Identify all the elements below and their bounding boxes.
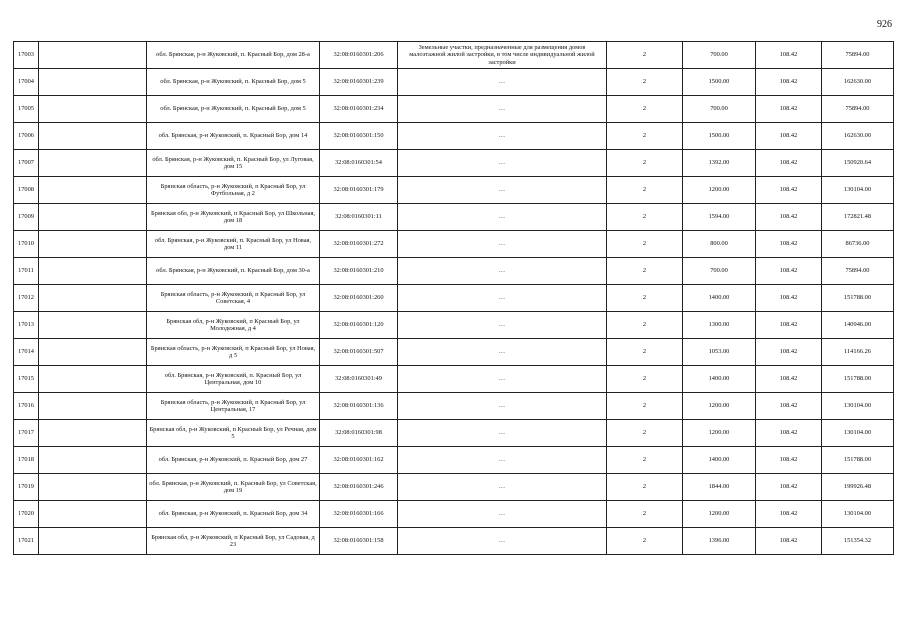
category-code-cell: 2: [607, 366, 683, 393]
area-cell: 1500.00: [683, 69, 756, 96]
row-number-cell: 17015: [14, 366, 39, 393]
land-use-cell: …: [398, 150, 607, 177]
blank-cell: [39, 150, 147, 177]
cadastral-value-cell: 172821.48: [822, 204, 894, 231]
blank-cell: [39, 231, 147, 258]
address-cell: обл. Брянская, р-н Жуковский, п. Красный Бор, дом 30-а: [147, 258, 320, 285]
land-use-cell: …: [398, 204, 607, 231]
area-cell: 700.00: [683, 42, 756, 69]
row-number-cell: 17012: [14, 285, 39, 312]
cadastral-value-cell: 150920.64: [822, 150, 894, 177]
blank-cell: [39, 501, 147, 528]
land-use-cell: …: [398, 366, 607, 393]
cadastral-value-cell: 151788.00: [822, 366, 894, 393]
address-cell: Брянская область, р-н Жуковский, п Красный Бор, ул Новая, д 5: [147, 339, 320, 366]
area-cell: 1400.00: [683, 447, 756, 474]
address-cell: обл. Брянская, р-н Жуковский, п. Красный Бор, ул Луговая, дом 15: [147, 150, 320, 177]
row-number-cell: 17007: [14, 150, 39, 177]
cadastral-number-cell: 32:08:0160301:120: [320, 312, 398, 339]
area-cell: 1396.00: [683, 528, 756, 555]
land-use-cell: Земельные участки, предназначенные для размещения домов малоэтажной жилой застройки, в том числе индивидуальной жилой застройки: [398, 42, 607, 69]
address-cell: обл. Брянская, р-н Жуковский, п. Красный Бор, дом 5: [147, 96, 320, 123]
blank-cell: [39, 96, 147, 123]
land-use-cell: …: [398, 312, 607, 339]
category-code-cell: 2: [607, 474, 683, 501]
area-cell: 1200.00: [683, 501, 756, 528]
category-code-cell: 2: [607, 312, 683, 339]
cadastral-value-cell: 86736.00: [822, 231, 894, 258]
table-body: [14, 42, 894, 555]
area-cell: 1844.00: [683, 474, 756, 501]
table-row: [14, 285, 894, 312]
address-cell: обл. Брянская, р-н Жуковский, п. Красный Бор, дом 27: [147, 447, 320, 474]
cadastral-number-cell: 32:08:0160301:246: [320, 474, 398, 501]
rate-cell: 108.42: [756, 501, 822, 528]
area-cell: 800.00: [683, 231, 756, 258]
area-cell: 700.00: [683, 258, 756, 285]
category-code-cell: 2: [607, 96, 683, 123]
row-number-cell: 17018: [14, 447, 39, 474]
area-cell: 1200.00: [683, 420, 756, 447]
table-row: [14, 150, 894, 177]
cadastral-number-cell: 32:08:0160301:54: [320, 150, 398, 177]
cadastral-value-cell: 140946.00: [822, 312, 894, 339]
category-code-cell: 2: [607, 285, 683, 312]
rate-cell: 108.42: [756, 231, 822, 258]
cadastral-value-cell: 199926.48: [822, 474, 894, 501]
table-row: [14, 231, 894, 258]
row-number-cell: 17016: [14, 393, 39, 420]
address-cell: обл. Брянская, р-н Жуковский, п. Красный Бор, ул Новая, дом 11: [147, 231, 320, 258]
cadastral-number-cell: 32:08:0160301:162: [320, 447, 398, 474]
cadastral-number-cell: 32:08:0160301:49: [320, 366, 398, 393]
cadastral-value-cell: 151788.00: [822, 447, 894, 474]
cadastral-number-cell: 32:08:0160301:206: [320, 42, 398, 69]
blank-cell: [39, 339, 147, 366]
row-number-cell: 17017: [14, 420, 39, 447]
cadastral-value-cell: 130104.00: [822, 420, 894, 447]
area-cell: 1053.00: [683, 339, 756, 366]
land-use-cell: …: [398, 231, 607, 258]
page-number: 926: [877, 19, 892, 30]
cadastral-value-cell: 75894.00: [822, 96, 894, 123]
address-cell: обл. Брянская, р-н Жуковский, п. Красный Бор, дом 34: [147, 501, 320, 528]
category-code-cell: 2: [607, 177, 683, 204]
land-use-cell: …: [398, 501, 607, 528]
rate-cell: 108.42: [756, 366, 822, 393]
rate-cell: 108.42: [756, 447, 822, 474]
rate-cell: 108.42: [756, 285, 822, 312]
row-number-cell: 17020: [14, 501, 39, 528]
rate-cell: 108.42: [756, 204, 822, 231]
cadastral-value-cell: 75894.00: [822, 258, 894, 285]
address-cell: обл. Брянская, р-н Жуковский, п. Красный Бор, дом 14: [147, 123, 320, 150]
cadastral-number-cell: 32:08:0160301:11: [320, 204, 398, 231]
land-use-cell: …: [398, 123, 607, 150]
area-cell: 1200.00: [683, 393, 756, 420]
address-cell: обл. Брянская, р-н Жуковский, п. Красный Бор, ул Центральная, дом 10: [147, 366, 320, 393]
rate-cell: 108.42: [756, 42, 822, 69]
land-registry-table: [13, 41, 894, 555]
row-number-cell: 17019: [14, 474, 39, 501]
rate-cell: 108.42: [756, 312, 822, 339]
address-cell: Брянская обл, р-н Жуковский, п Красный Бор, ул Школьная, дом 18: [147, 204, 320, 231]
area-cell: 1300.00: [683, 312, 756, 339]
table-row: [14, 447, 894, 474]
category-code-cell: 2: [607, 339, 683, 366]
blank-cell: [39, 474, 147, 501]
cadastral-number-cell: 32:08:0160301:260: [320, 285, 398, 312]
land-use-cell: …: [398, 420, 607, 447]
table-row: [14, 258, 894, 285]
table-row: [14, 393, 894, 420]
land-use-cell: …: [398, 285, 607, 312]
row-number-cell: 17003: [14, 42, 39, 69]
table-row: [14, 420, 894, 447]
address-cell: Брянская область, р-н Жуковский, п Красный Бор, ул Советская, 4: [147, 285, 320, 312]
row-number-cell: 17011: [14, 258, 39, 285]
rate-cell: 108.42: [756, 258, 822, 285]
address-cell: обл. Брянская, р-н Жуковский, п. Красный Бор, ул Советская, дом 19: [147, 474, 320, 501]
blank-cell: [39, 42, 147, 69]
category-code-cell: 2: [607, 528, 683, 555]
row-number-cell: 17014: [14, 339, 39, 366]
cadastral-number-cell: 32:08:0160301:158: [320, 528, 398, 555]
area-cell: 1400.00: [683, 285, 756, 312]
land-use-cell: …: [398, 258, 607, 285]
cadastral-value-cell: 162630.00: [822, 123, 894, 150]
table-row: [14, 123, 894, 150]
row-number-cell: 17009: [14, 204, 39, 231]
table-row: [14, 69, 894, 96]
rate-cell: 108.42: [756, 96, 822, 123]
land-use-cell: …: [398, 393, 607, 420]
land-use-cell: …: [398, 69, 607, 96]
blank-cell: [39, 420, 147, 447]
area-cell: 1200.00: [683, 177, 756, 204]
table-row: [14, 366, 894, 393]
category-code-cell: 2: [607, 420, 683, 447]
table-row: [14, 96, 894, 123]
blank-cell: [39, 177, 147, 204]
row-number-cell: 17021: [14, 528, 39, 555]
table-row: [14, 474, 894, 501]
category-code-cell: 2: [607, 42, 683, 69]
row-number-cell: 17005: [14, 96, 39, 123]
cadastral-number-cell: 32:08:0160301:272: [320, 231, 398, 258]
cadastral-number-cell: 32:08:0160301:239: [320, 69, 398, 96]
category-code-cell: 2: [607, 258, 683, 285]
blank-cell: [39, 393, 147, 420]
cadastral-number-cell: 32:08:0160301:150: [320, 123, 398, 150]
cadastral-value-cell: 162630.00: [822, 69, 894, 96]
cadastral-number-cell: 32:08:0160301:166: [320, 501, 398, 528]
address-cell: Брянская обл, р-н Жуковский, п Красный Бор, ул Речная, дом 5: [147, 420, 320, 447]
category-code-cell: 2: [607, 150, 683, 177]
cadastral-value-cell: 151354.32: [822, 528, 894, 555]
blank-cell: [39, 366, 147, 393]
row-number-cell: 17013: [14, 312, 39, 339]
land-use-cell: …: [398, 339, 607, 366]
cadastral-value-cell: 130104.00: [822, 393, 894, 420]
category-code-cell: 2: [607, 231, 683, 258]
cadastral-value-cell: 130104.00: [822, 501, 894, 528]
table-row: [14, 204, 894, 231]
blank-cell: [39, 123, 147, 150]
table-row: [14, 42, 894, 69]
blank-cell: [39, 312, 147, 339]
address-cell: Брянская область, р-н Жуковский, п Красный Бор, ул Футбольная, д 2: [147, 177, 320, 204]
rate-cell: 108.42: [756, 420, 822, 447]
address-cell: обл. Брянская, р-н Жуковский, п. Красный Бор, дом 5: [147, 69, 320, 96]
rate-cell: 108.42: [756, 474, 822, 501]
cadastral-value-cell: 75894.00: [822, 42, 894, 69]
land-use-cell: …: [398, 96, 607, 123]
area-cell: 1392.00: [683, 150, 756, 177]
cadastral-value-cell: 130104.00: [822, 177, 894, 204]
table-row: [14, 312, 894, 339]
land-use-cell: …: [398, 528, 607, 555]
cadastral-number-cell: 32:08:0160301:98: [320, 420, 398, 447]
rate-cell: 108.42: [756, 123, 822, 150]
category-code-cell: 2: [607, 393, 683, 420]
blank-cell: [39, 285, 147, 312]
category-code-cell: 2: [607, 69, 683, 96]
table-row: [14, 528, 894, 555]
cadastral-value-cell: 151788.00: [822, 285, 894, 312]
category-code-cell: 2: [607, 204, 683, 231]
table-row: [14, 339, 894, 366]
table-row: [14, 501, 894, 528]
land-use-cell: …: [398, 177, 607, 204]
row-number-cell: 17008: [14, 177, 39, 204]
rate-cell: 108.42: [756, 339, 822, 366]
cadastral-number-cell: 32:08:0160301:136: [320, 393, 398, 420]
category-code-cell: 2: [607, 501, 683, 528]
area-cell: 1400.00: [683, 366, 756, 393]
address-cell: обл. Брянская, р-н Жуковский, п. Красный Бор, дом 28-а: [147, 42, 320, 69]
blank-cell: [39, 258, 147, 285]
address-cell: Брянская обл, р-н Жуковский, п Красный Бор, ул Садовая, д 23: [147, 528, 320, 555]
category-code-cell: 2: [607, 447, 683, 474]
category-code-cell: 2: [607, 123, 683, 150]
cadastral-value-cell: 114166.26: [822, 339, 894, 366]
address-cell: Брянская область, р-н Жуковский, п Красный Бор, ул Центральная, 17: [147, 393, 320, 420]
row-number-cell: 17004: [14, 69, 39, 96]
blank-cell: [39, 528, 147, 555]
rate-cell: 108.42: [756, 528, 822, 555]
land-use-cell: …: [398, 447, 607, 474]
area-cell: 700.00: [683, 96, 756, 123]
area-cell: 1500.00: [683, 123, 756, 150]
land-use-cell: …: [398, 474, 607, 501]
row-number-cell: 17006: [14, 123, 39, 150]
rate-cell: 108.42: [756, 150, 822, 177]
blank-cell: [39, 69, 147, 96]
blank-cell: [39, 204, 147, 231]
cadastral-number-cell: 32:08:0160301:210: [320, 258, 398, 285]
area-cell: 1594.00: [683, 204, 756, 231]
row-number-cell: 17010: [14, 231, 39, 258]
cadastral-number-cell: 32:08:0160301:234: [320, 96, 398, 123]
rate-cell: 108.42: [756, 69, 822, 96]
cadastral-number-cell: 32:08:0160301:179: [320, 177, 398, 204]
table-row: [14, 177, 894, 204]
rate-cell: 108.42: [756, 393, 822, 420]
rate-cell: 108.42: [756, 177, 822, 204]
address-cell: Брянская обл, р-н Жуковский, п Красный Бор, ул Молодежная, д 4: [147, 312, 320, 339]
blank-cell: [39, 447, 147, 474]
cadastral-number-cell: 32:08:0160301:507: [320, 339, 398, 366]
